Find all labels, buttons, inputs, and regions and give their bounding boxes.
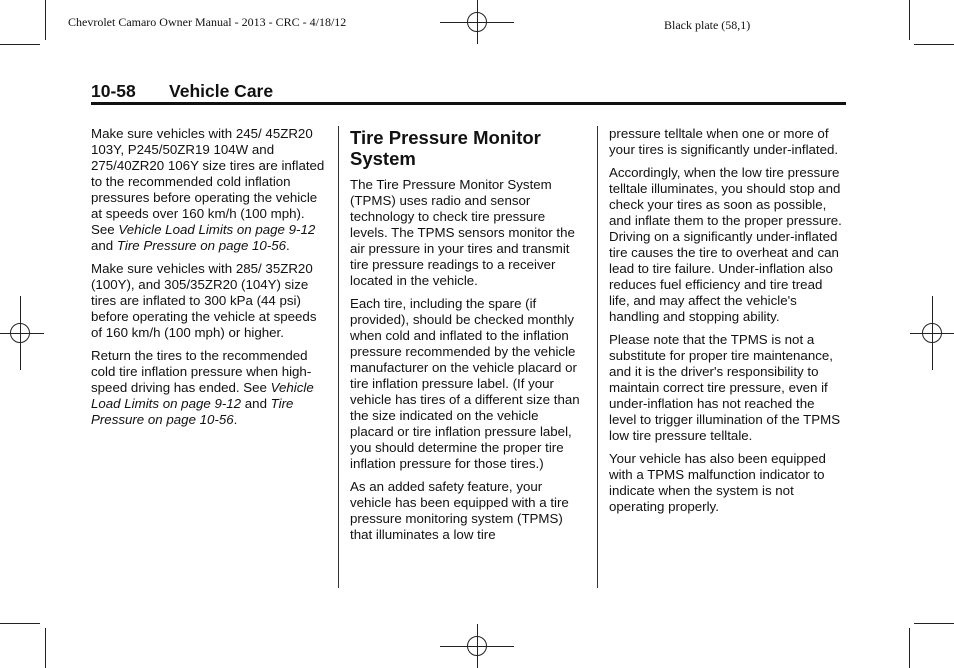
registration-mark-bottom: [440, 624, 514, 668]
registration-mark-right: [910, 296, 954, 370]
page-header: [91, 81, 273, 102]
registration-mark-top: [440, 0, 514, 44]
slug-left: Chevrolet Camaro Owner Manual - 2013 - CRC - 4/18/12: [68, 15, 347, 29]
paragraph-text: and: [91, 238, 117, 253]
paragraph-text: and: [241, 396, 271, 411]
column-3: [609, 126, 845, 522]
paragraph: pressure telltale when one or more of your tires is significantly under-inflated.: [609, 126, 839, 157]
paragraph: Accordingly, when the low tire pressure telltale illuminates, you should stop and check your tires as soon as possible, and inflate them to the proper pressure. Driving on a significantly under-inflated tire causes the tire to overheat and can lead to tire failure. Under-inflation also reduces fuel efficiency and tire tread life, and may affect the vehicle's handling and stopping ability.: [609, 165, 842, 324]
paragraph-text: .: [286, 238, 290, 253]
section-title: Vehicle Care: [169, 81, 274, 101]
paragraph: Each tire, including the spare (if provided), should be checked monthly when cold and inflated to the inflation pressure recommended by the vehicle manufacturer on the vehicle placard or tire inflation pressure label. (If your vehicle has tires of a different size than the size indicated on the vehicle placard or tire inflation pressure label, you should determine the proper tire inflation pressure for those tires.): [350, 296, 580, 471]
paragraph-text: .: [233, 412, 238, 427]
column-2: [350, 126, 584, 550]
crop-mark-top-left-v: [45, 0, 46, 40]
paragraph-text: Make sure vehicles with 245/ 45ZR20 103Y, P245/50ZR19 104W and 275/40ZR20 106Y size tires are inflated to the recommended cold inflation pressures before operating the vehicle at speeds over 160 km/h (100 mph). See: [91, 126, 325, 237]
column-divider-2: [597, 126, 598, 588]
registration-mark-left: [0, 296, 44, 370]
paragraph: Make sure vehicles with 285/ 35ZR20 (100Y), and 305/35ZR20 (104Y) size tires are inflated to 300 kPa (44 psi) before operating the vehicle at speeds of 160 km/h (100 mph) or higher.: [91, 261, 317, 340]
section-heading: Tire Pressure Monitor System: [350, 127, 541, 169]
cross-reference-link[interactable]: Vehicle Load Limits on page 9-12: [91, 380, 314, 411]
crop-mark-top-left-h: [0, 44, 40, 45]
slug-right: Black plate (58,1): [664, 18, 751, 32]
header-rule: [91, 102, 846, 105]
crop-mark-bottom-right-h: [914, 623, 954, 624]
crop-mark-top-right-h: [914, 44, 954, 45]
paragraph: Your vehicle has also been equipped with a TPMS malfunction indicator to indicate when the system is not operating properly.: [609, 451, 826, 514]
paragraph: [91, 126, 327, 254]
cross-reference-link[interactable]: Tire Pressure on page 10-56: [116, 238, 287, 253]
paragraph: Please note that the TPMS is not a substitute for proper tire maintenance, and it is the driver's responsibility to maintain correct tire pressure, even if under-inflation has not reached the level to trigger illumination of the TPMS low tire pressure telltale.: [609, 332, 841, 443]
cross-reference-link[interactable]: Tire Pressure on page 10-56: [91, 396, 294, 427]
column-1: [91, 126, 327, 435]
crop-mark-bottom-left-h: [0, 623, 40, 624]
paragraph: As an added safety feature, your vehicle has been equipped with a tire pressure monitoring system (TPMS) that illuminates a low tire: [350, 479, 569, 542]
paragraph: The Tire Pressure Monitor System (TPMS) uses radio and sensor technology to check tire pressure levels. The TPMS sensors monitor the air pressure in your tires and transmit tire pressure readings to a receiver located in the vehicle.: [350, 177, 575, 288]
crop-mark-bottom-right-v: [909, 628, 910, 668]
column-divider-1: [338, 126, 339, 588]
paragraph: [91, 348, 327, 428]
crop-mark-top-right-v: [909, 0, 910, 40]
crop-mark-bottom-left-v: [45, 628, 46, 668]
page-number: 10-58: [91, 81, 136, 101]
cross-reference-link[interactable]: Vehicle Load Limits on page 9-12: [118, 222, 316, 237]
paragraph-text: Return the tires to the recommended cold tire inflation pressure when high-speed driving has ended. See: [91, 348, 312, 395]
